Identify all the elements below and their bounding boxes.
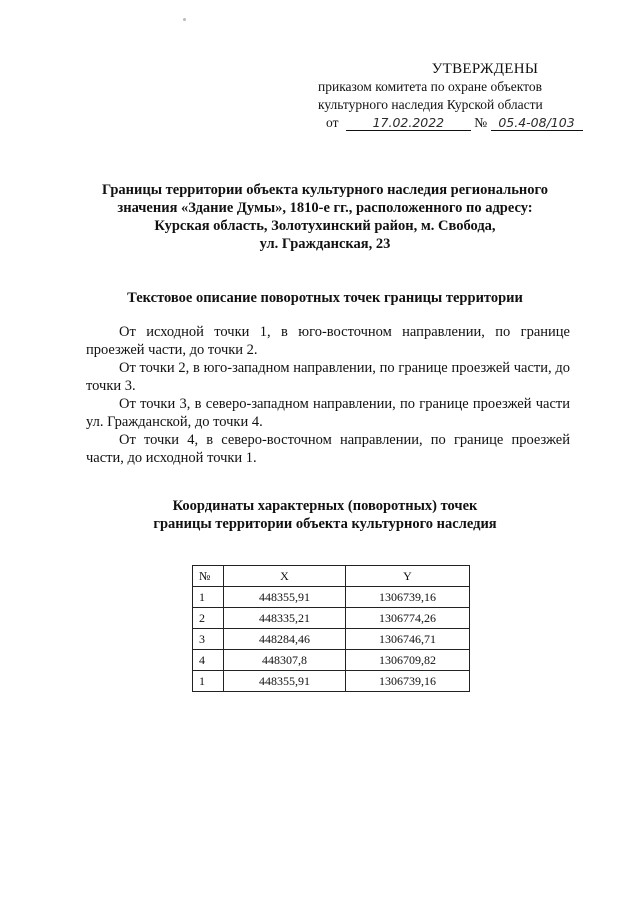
point-number: 3 <box>193 629 224 650</box>
point-x: 448335,21 <box>224 608 346 629</box>
approval-line-1: приказом комитета по охране объектов <box>318 79 542 94</box>
handwritten-date: 17.02.2022 <box>346 116 471 131</box>
from-label: от <box>326 115 339 130</box>
point-x: 448284,46 <box>224 629 346 650</box>
approval-order-line <box>300 114 600 132</box>
table-row <box>193 587 470 608</box>
description-paragraph-3: От точки 3, в северо-западном направлении, по границе проезжей части ул. Гражданской, до точки 4. <box>86 396 570 430</box>
point-y: 1306739,16 <box>346 671 470 692</box>
coordinates-heading <box>60 497 590 533</box>
description-body <box>86 323 570 467</box>
handwritten-order-number: 05.4-08/103 <box>491 116 583 131</box>
point-x: 448307,8 <box>224 650 346 671</box>
description-paragraph-1: От исходной точки 1, в юго-восточном направлении, по границе проезжей части, до точки 2. <box>86 324 570 358</box>
table-row <box>193 629 470 650</box>
point-y: 1306709,82 <box>346 650 470 671</box>
approval-stamp <box>300 60 600 132</box>
number-label: № <box>474 115 488 130</box>
table-row <box>193 608 470 629</box>
point-number: 1 <box>193 587 224 608</box>
title-line-1: Границы территории объекта культурного наследия регионального <box>102 182 548 198</box>
scan-speck <box>183 18 186 21</box>
title-line-4: ул. Гражданская, 23 <box>259 236 391 252</box>
point-y: 1306774,26 <box>346 608 470 629</box>
title-line-3: Курская область, Золотухинский район, м. Свобода, <box>154 218 496 234</box>
table-row <box>193 671 470 692</box>
description-paragraph-4: От точки 4, в северо-восточном направлении, по границе проезжей части, до исходной точки 1. <box>86 432 570 466</box>
table-row <box>193 650 470 671</box>
point-x: 448355,91 <box>224 587 346 608</box>
coordinates-heading-line-1: Координаты характерных (поворотных) точек <box>172 498 478 514</box>
point-x: 448355,91 <box>224 671 346 692</box>
approval-heading: УТВЕРЖДЕНЫ <box>431 61 539 77</box>
point-y: 1306746,71 <box>346 629 470 650</box>
approval-line-2: культурного наследия Курской области <box>318 97 543 112</box>
coordinates-heading-line-2: границы территории объекта культурного наследия <box>153 516 497 532</box>
point-number: 1 <box>193 671 224 692</box>
coordinates-table <box>192 565 470 692</box>
column-header-y: Y <box>346 566 470 587</box>
column-header-x: X <box>224 566 346 587</box>
title-line-2: значения «Здание Думы», 1810-е гг., расположенного по адресу: <box>117 200 533 216</box>
table-header-row <box>193 566 470 587</box>
description-heading: Текстовое описание поворотных точек границы территории <box>127 290 523 306</box>
point-y: 1306739,16 <box>346 587 470 608</box>
point-number: 2 <box>193 608 224 629</box>
column-header-number: № <box>193 566 224 587</box>
document-title <box>60 181 590 253</box>
point-number: 4 <box>193 650 224 671</box>
description-paragraph-2: От точки 2, в юго-западном направлении, по границе проезжей части, до точки 3. <box>86 360 570 394</box>
